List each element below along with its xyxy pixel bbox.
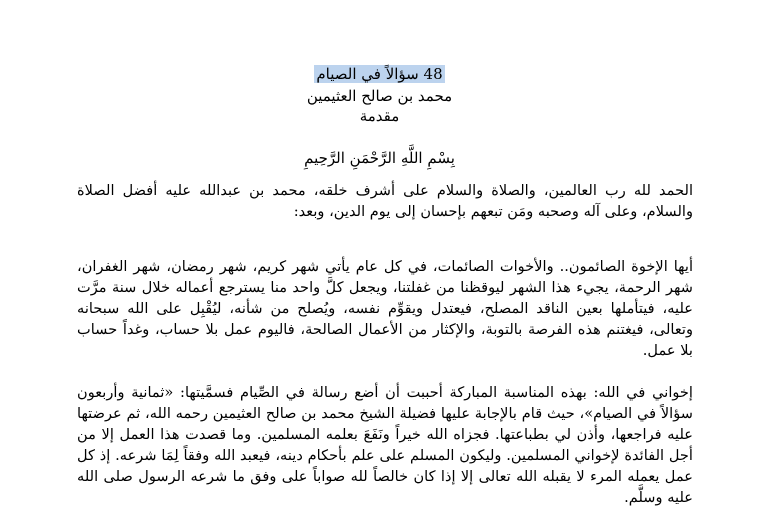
- paragraph-ramadan: أيها الإخوة الصائمون.. والأخوات الصائمات، في كل عام يأتي شهر كريم، شهر رمضان، شهر الغفران، شهر الرحمة، يجيء هذا الشهر ليوقظنا من غفلتنا، ويجعل كلَّ واحد منا يسترجع أعماله خلال سنة مرَّت عليه، فيتأملها بعين الناقد المصلح، فيعتدل ويقوِّم نفسه، ويُصلح من شأنه، ليُقْبِل على الله سبحانه وتعالى، فيغتنم هذه الفرصة بالتوبة، والإكثار من الأعمال الصالحة، فاليوم عمل بلا حساب، وغداً حساب بلا عمل.: [77, 258, 693, 359]
- author-name: محمد بن صالح العثيمين: [306, 87, 453, 105]
- title-line: [0, 64, 759, 84]
- basmala: بِسْمِ اللَّهِ الرَّحْمَنِ الرَّحِيمِ: [304, 149, 455, 167]
- document-title[interactable]: 48 سؤالاً في الصيام: [316, 65, 443, 83]
- paragraph-praise: الحمد لله رب العالمين، والصلاة والسلام على أشرف خلقه، محمد بن عبدالله عليه أفضل الصلاة والسلام، وعلى آله وصحبه ومَن تبعهم بإحسان إلى يوم الدين، وبعد:: [77, 182, 693, 220]
- intro-heading: مقدمة: [359, 107, 400, 125]
- paragraph-purpose: إخواني في الله: بهذه المناسبة المباركة أحببت أن أضع رسالة في الصِّيام فسمَّيتها: «ثمانية وأربعون سؤالاً في الصيام»، حيث قام بالإجابة عليها فضيلة الشيخ محمد بن صالح العثيمين رحمه الله، ثم عرضتها عليه فراجعها، وأذن لي بطباعتها. فجزاه الله خيراً ونَفَعَ بعلمه المسلمين. وما قصدت هذا العمل إلا من أجل الفائدة لإخواني المسلمين. وليكون المسلم على علم بأحكام دينه، فيعبد الله وفقاً لِمَا شرعه. إذ كل عمل يعمله المرء لا يقبله الله تعالى إلا إذا كان خالصاً لله صواباً على وفق ما شرعه الرسول صلى الله عليه وسلَّم.: [77, 384, 693, 506]
